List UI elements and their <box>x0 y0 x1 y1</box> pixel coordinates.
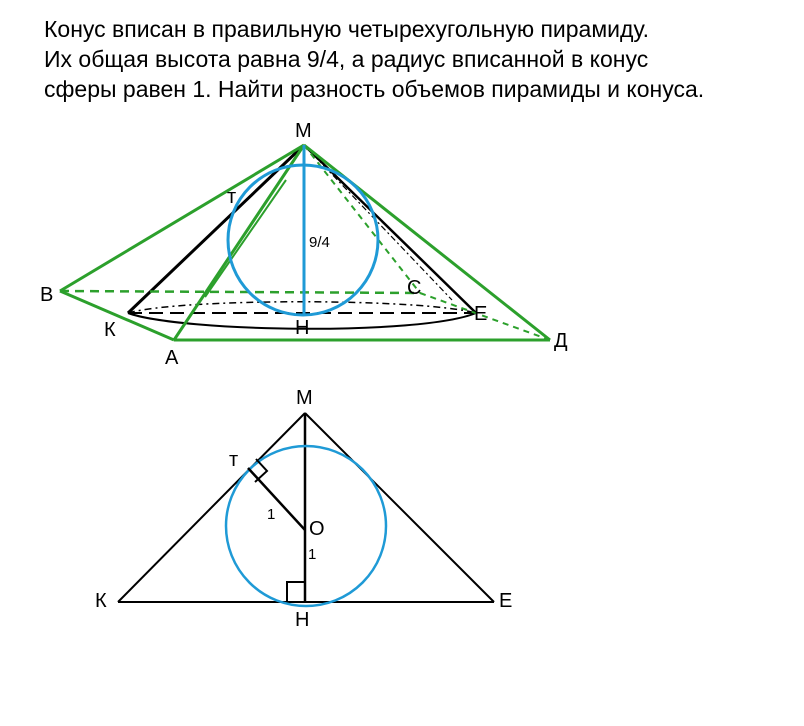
label-t-top: т <box>227 186 237 208</box>
triangle-side-me <box>305 413 494 602</box>
label-a: А <box>165 347 179 369</box>
label-radius-oh: 1 <box>308 546 317 563</box>
label-b: В <box>40 284 54 306</box>
label-radius-ot: 1 <box>267 506 276 523</box>
pyramid-edge-ma <box>174 145 304 340</box>
label-t-bottom: т <box>229 449 239 471</box>
label-k-bottom: К <box>95 590 107 612</box>
problem-line-2: Их общая высота равна 9/4, а радиус вписанной в конус <box>44 46 649 72</box>
radius-ot <box>248 468 305 530</box>
pyramid-figure <box>40 120 568 369</box>
pyramid-edge-bc <box>60 291 420 293</box>
label-e-bottom: Е <box>499 590 513 612</box>
problem-line-3: сферы равен 1. Найти разность объемов пирамиды и конуса. <box>44 76 705 102</box>
cone-base-back <box>128 302 476 313</box>
label-c: С <box>407 277 422 299</box>
label-o: О <box>309 518 325 540</box>
label-h-top: Н <box>295 317 310 339</box>
label-m-top: М <box>295 120 312 142</box>
cross-section-figure <box>95 387 512 631</box>
label-d: Д <box>554 330 568 352</box>
triangle-side-mk <box>118 413 305 602</box>
label-k-top: К <box>104 319 116 341</box>
label-height: 9/4 <box>309 234 330 251</box>
label-m-bottom: М <box>296 387 313 409</box>
pyramid-edge-mb <box>60 145 304 291</box>
pyramid-edge-ba <box>60 291 174 340</box>
label-h-bottom: Н <box>295 609 310 631</box>
label-e-top: Е <box>474 303 488 325</box>
problem-line-1: Конус вписан в правильную четырехугольную пирамиду. <box>44 16 650 42</box>
right-angle-h <box>287 582 305 602</box>
